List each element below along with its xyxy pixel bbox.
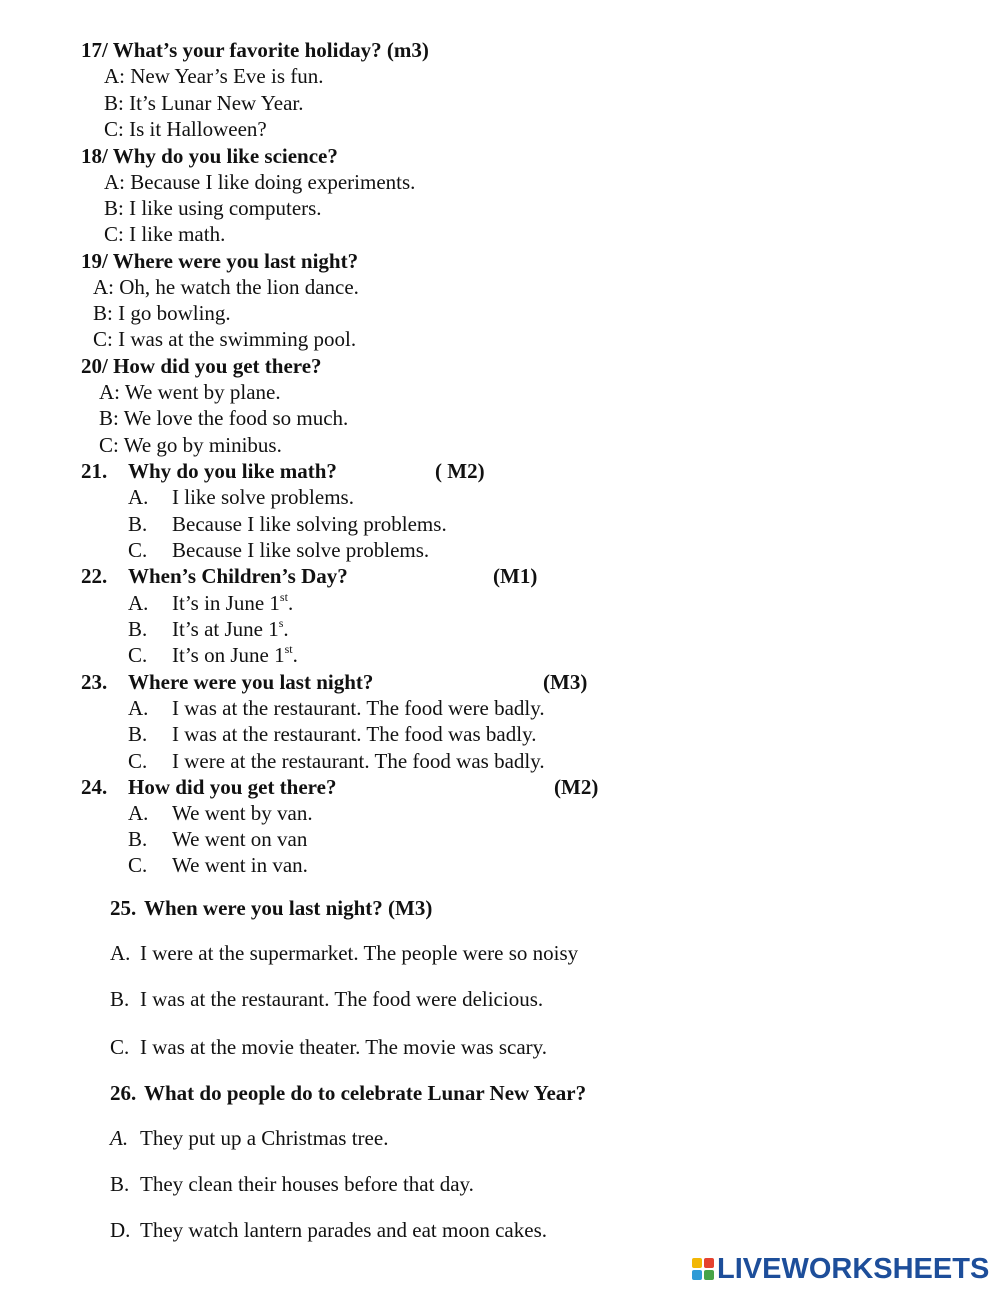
q22-option-b[interactable] — [172, 616, 289, 642]
question-22-number: 22. — [81, 564, 108, 588]
question-20: 20/ How did you get there? — [81, 354, 322, 378]
question-17: 17/ What’s your favorite holiday? (m3) — [81, 38, 429, 62]
q25-option-c-label: C. — [110, 1035, 130, 1059]
question-24-level: (M2) — [554, 775, 599, 799]
question-23: Where were you last night? — [128, 670, 374, 694]
q22-option-a[interactable] — [172, 590, 293, 616]
liveworksheets-logo[interactable] — [692, 1252, 989, 1286]
liveworksheets-logo-text: LIVEWORKSHEETS — [717, 1252, 990, 1285]
q26-option-a[interactable]: They put up a Christmas tree. — [140, 1126, 389, 1150]
q21-option-b-label: B. — [128, 512, 148, 536]
q22-option-a-sup: st — [279, 590, 288, 604]
q24-option-b[interactable]: We went on van — [172, 827, 308, 851]
q21-option-c[interactable]: Because I like solve problems. — [172, 538, 430, 562]
q26-option-b-label: B. — [110, 1172, 130, 1196]
question-24-number: 24. — [81, 775, 108, 799]
question-22: When’s Children’s Day? — [128, 564, 348, 588]
question-26-number: 26. — [110, 1081, 137, 1105]
question-18: 18/ Why do you like science? — [81, 144, 338, 168]
q22-option-a-text: It’s in June 1 — [172, 591, 280, 615]
q20-option-a[interactable]: A: We went by plane. — [99, 380, 281, 404]
q25-option-b-label: B. — [110, 987, 130, 1011]
q18-option-c[interactable]: C: I like math. — [104, 222, 226, 246]
question-21-level: ( M2) — [435, 459, 485, 483]
q19-option-c[interactable]: C: I was at the swimming pool. — [93, 327, 357, 351]
q19-option-a[interactable]: A: Oh, he watch the lion dance. — [93, 275, 359, 299]
q24-option-a-label: A. — [128, 801, 149, 825]
q23-option-c-label: C. — [128, 749, 148, 773]
question-24: How did you get there? — [128, 775, 337, 799]
q24-option-c[interactable]: We went in van. — [172, 853, 308, 877]
q22-option-b-label: B. — [128, 617, 148, 641]
question-21-number: 21. — [81, 459, 108, 483]
q18-option-b[interactable]: B: I like using computers. — [104, 196, 322, 220]
q26-option-d-label: D. — [110, 1218, 131, 1242]
question-23-number: 23. — [81, 670, 108, 694]
q22-option-b-end: . — [283, 617, 289, 641]
q22-option-c-text: It’s on June 1 — [172, 643, 285, 667]
q17-option-c[interactable]: C: Is it Halloween? — [104, 117, 267, 141]
question-21: Why do you like math? — [128, 459, 337, 483]
q25-option-c[interactable]: I was at the movie theater. The movie was scary. — [140, 1035, 548, 1059]
q18-option-a[interactable]: A: Because I like doing experiments. — [104, 170, 416, 194]
q22-option-b-sup: s — [278, 616, 284, 630]
q22-option-c[interactable] — [172, 642, 298, 668]
q23-option-a[interactable]: I was at the restaurant. The food were badly. — [172, 696, 545, 720]
q22-option-c-label: C. — [128, 643, 148, 667]
q24-option-b-label: B. — [128, 827, 148, 851]
q23-option-b-label: B. — [128, 722, 148, 746]
q20-option-c[interactable]: C: We go by minibus. — [99, 433, 282, 457]
q21-option-b[interactable]: Because I like solving problems. — [172, 512, 447, 536]
q22-option-a-end: . — [287, 591, 294, 615]
q24-option-a[interactable]: We went by van. — [172, 801, 313, 825]
q21-option-a[interactable]: I like solve problems. — [172, 485, 354, 509]
q21-option-a-label: A. — [128, 485, 149, 509]
q26-option-b[interactable]: They clean their houses before that day. — [140, 1172, 474, 1196]
q22-option-a-label: A. — [128, 591, 149, 615]
q26-option-a-label: A. — [110, 1126, 129, 1150]
q23-option-c[interactable]: I were at the restaurant. The food was badly. — [172, 749, 545, 773]
q23-option-a-label: A. — [128, 696, 149, 720]
q19-option-b[interactable]: B: I go bowling. — [93, 301, 231, 325]
question-23-level: (M3) — [543, 670, 588, 694]
question-22-level: (M1) — [493, 564, 538, 588]
q25-option-a[interactable]: I were at the supermarket. The people were so noisy — [140, 941, 579, 965]
q22-option-b-text: It’s at June 1 — [172, 617, 279, 641]
q17-option-b[interactable]: B: It’s Lunar New Year. — [104, 91, 304, 115]
question-26: What do people do to celebrate Lunar New Year? — [144, 1081, 587, 1105]
question-19: 19/ Where were you last night? — [81, 249, 359, 273]
liveworksheets-logo-icon — [692, 1258, 714, 1280]
q22-option-c-sup: st — [284, 642, 293, 656]
q22-option-c-end: . — [292, 643, 298, 667]
q25-option-a-label: A. — [110, 941, 131, 965]
q21-option-c-label: C. — [128, 538, 148, 562]
question-25: When were you last night? (M3) — [144, 896, 433, 920]
q25-option-b[interactable]: I was at the restaurant. The food were delicious. — [140, 987, 544, 1011]
q17-option-a[interactable]: A: New Year’s Eve is fun. — [104, 64, 324, 88]
q23-option-b[interactable]: I was at the restaurant. The food was badly. — [172, 722, 537, 746]
q20-option-b[interactable]: B: We love the food so much. — [99, 406, 349, 430]
q24-option-c-label: C. — [128, 853, 148, 877]
question-25-number: 25. — [110, 896, 137, 920]
q26-option-d[interactable]: They watch lantern parades and eat moon cakes. — [140, 1218, 547, 1242]
